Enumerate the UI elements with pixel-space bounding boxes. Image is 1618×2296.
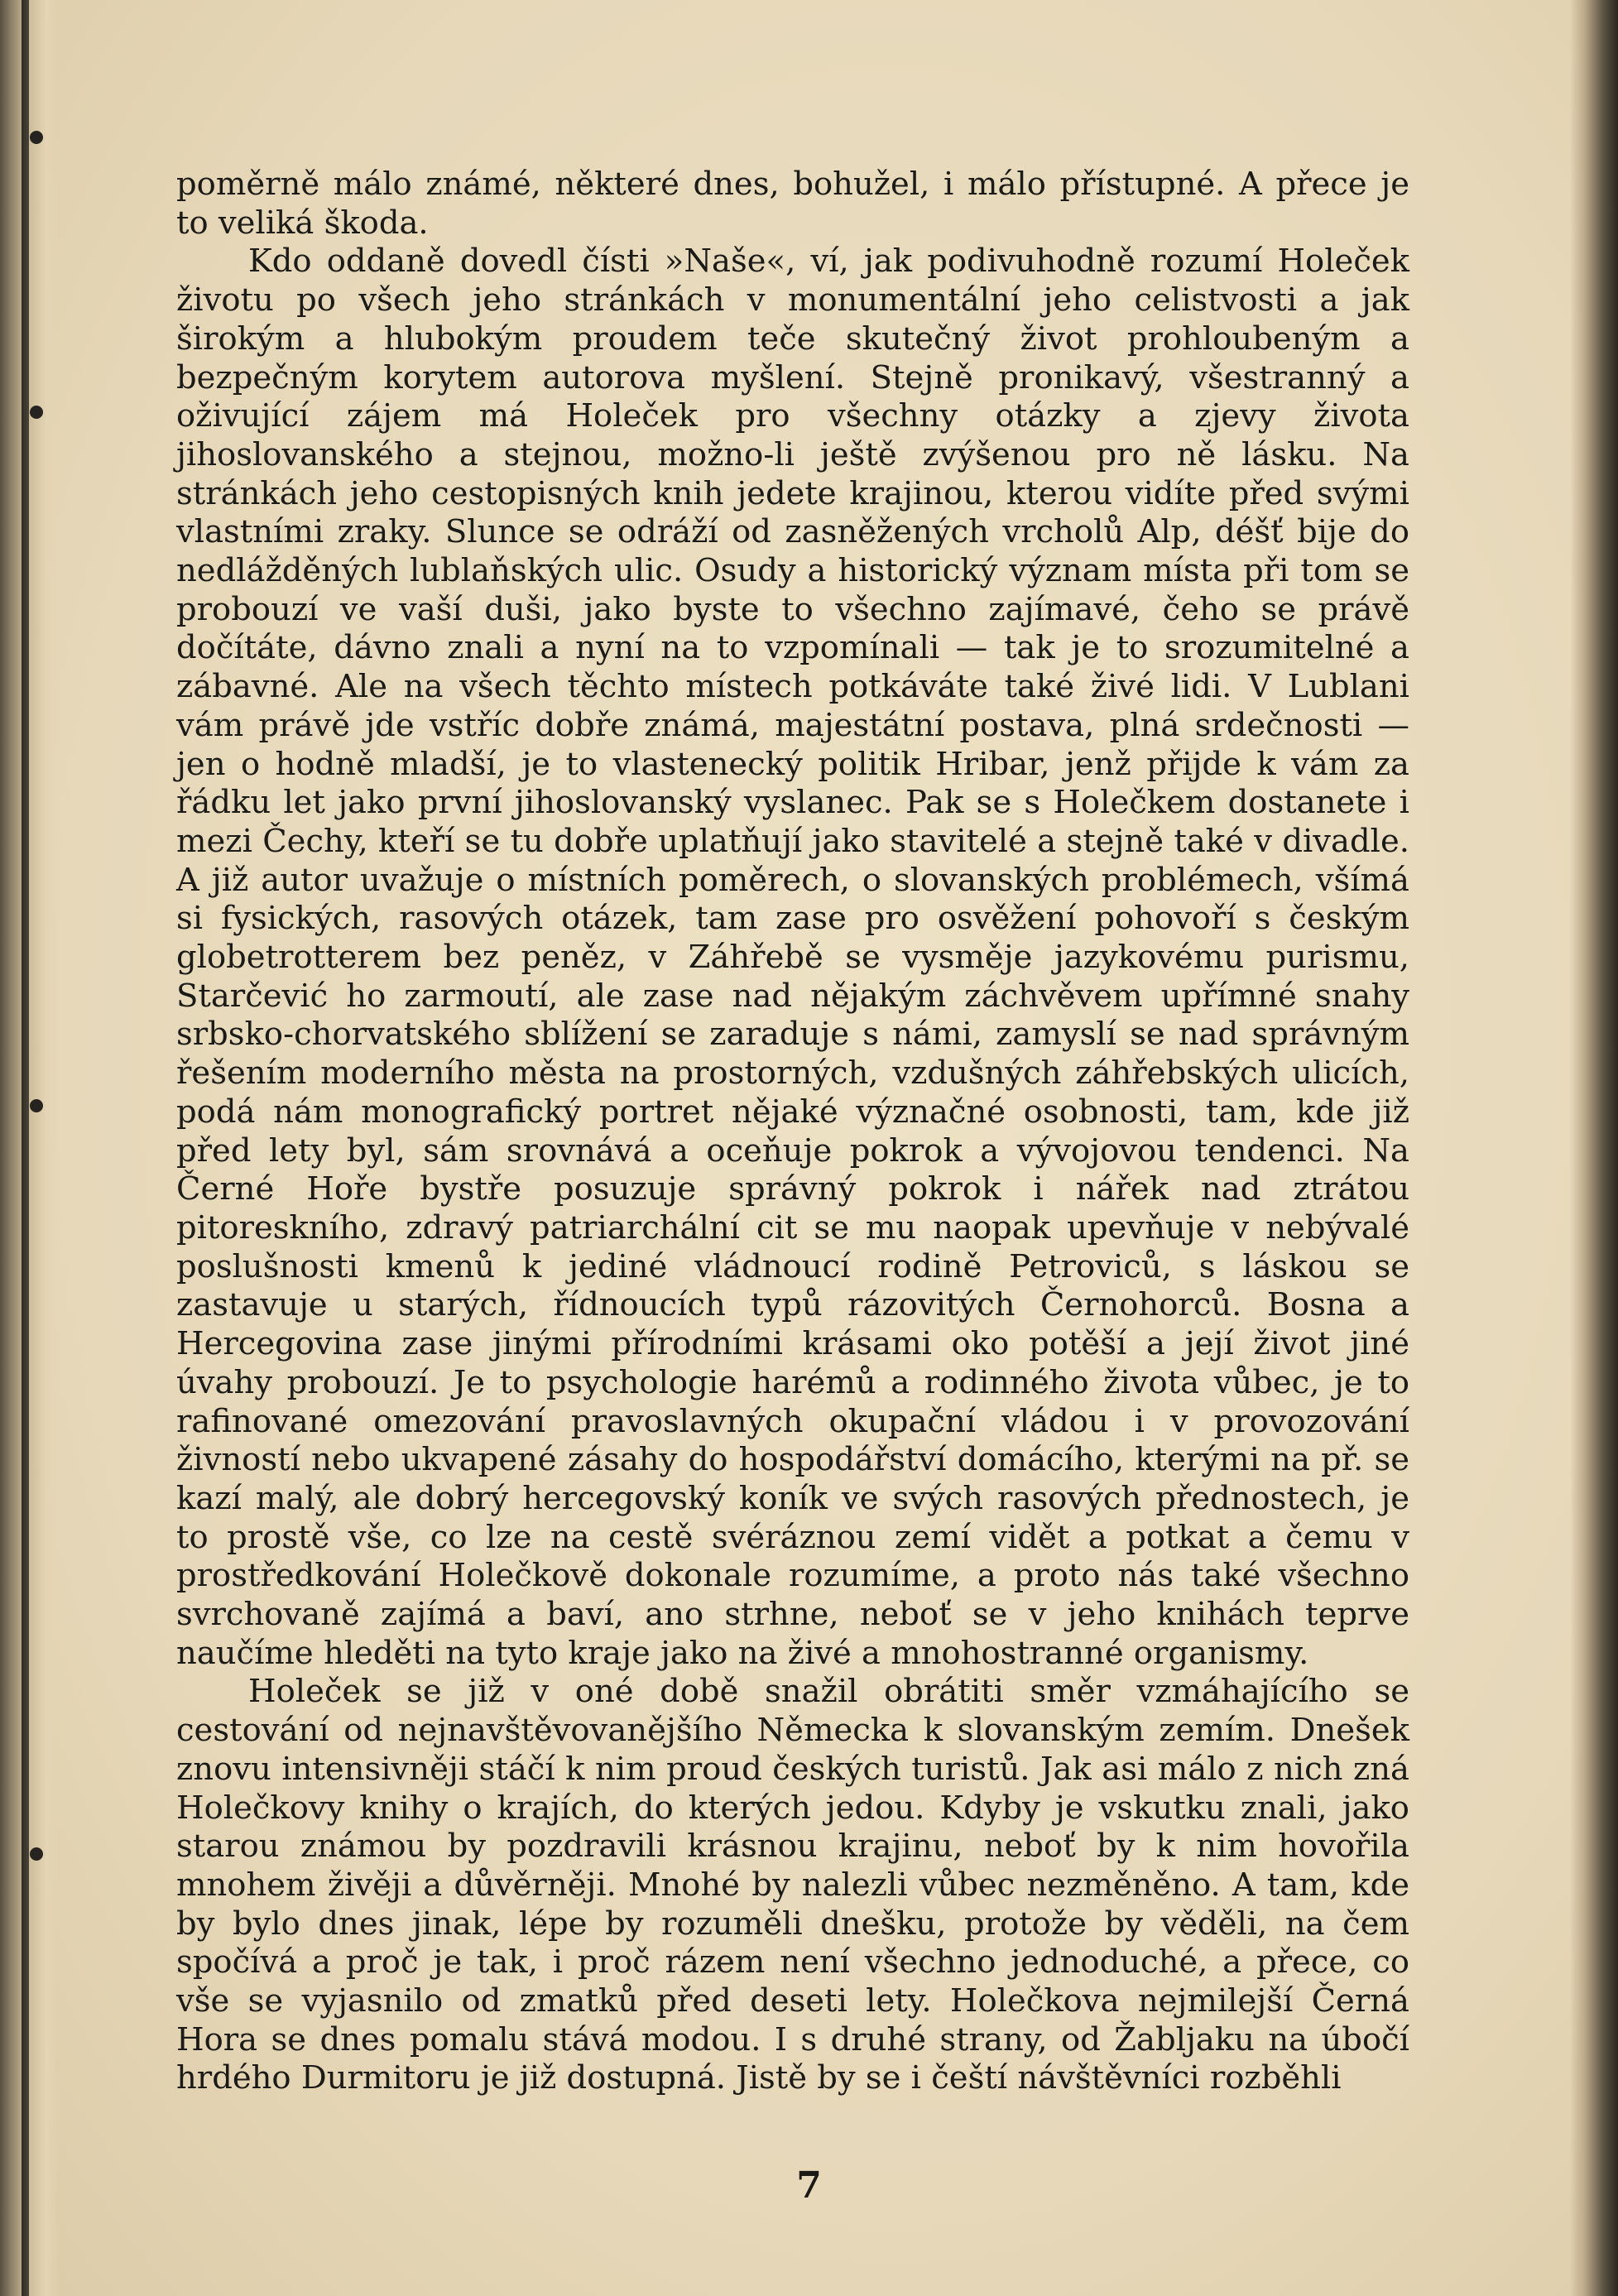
book-spine-shadow: [0, 0, 58, 2296]
body-text: [176, 166, 1409, 2098]
page-number: 7: [796, 2164, 822, 2207]
paragraph: poměrně málo známé, některé dnes, bohužel, i málo přístupné. A přece je to veliká škoda.: [176, 166, 1409, 242]
page-edge-shadow: [1570, 0, 1618, 2296]
paragraph: Kdo oddaně dovedl čísti »Naše«, ví, jak podivuhodně rozumí Holeček životu po všech jeho stránkách v monumentální jeho celistvosti a jak širokým a hlubokým proudem teče skutečný život prohloubeným a bezpečným korytem autorova myšlení. Stejně pronikavý, všestranný a oživující zájem má Holeček pro všechny otázky a zjevy života jihoslovanského a stejnou, možno-li ještě zvýšenou pro ně lásku. Na stránkách jeho cestopisných knih jedete krajinou, kterou vidíte před svými vlastními zraky. Slunce se odráží od zasněžených vrcholů Alp, déšť bije do nedlážděných lublaňských ulic. Osudy a historický význam místa při tom se probouzí ve vaší duši, jako byste to všechno zajímavé, čeho se právě dočítáte, dávno znali a nyní na to vzpomínali — tak je to srozumitelné a zábavné. Ale na všech těchto místech potkáváte také živé lidi. V Lublani vám právě jde vstříc dobře známá, majestátní postava, plná srdečnosti — jen o hodně mladší, je to vlastenecký politik Hribar, jenž přijde k vám za řádku let jako první jihoslovanský vyslanec. Pak se s Holečkem dostanete i mezi Čechy, kteří se tu dobře uplatňují jako stavitelé a stejně také v divadle. A již autor uvažuje o místních poměrech, o slovanských problémech, všímá si fysických, rasových otázek, tam zase pro osvěžení pohovoří s českým globetrotterem bez peněz, v Záhřebě se vysměje jazykovému purismu, Starčević ho zarmoutí, ale zase nad nějakým záchvěvem upřímné snahy srbsko-chorvatského sblížení se zaraduje s námi, zamyslí se nad správným řešením moderního města na prostorných, vzdušných záhřebských ulicích, podá nám monografický portret nějaké význačné osobnosti, tam, kde již před lety byl, sám srovnává a oceňuje pokrok a vývojovou tendenci. Na Černé Hoře bystře posuzuje správný pokrok i nářek nad ztrátou pitoreskního, zdravý patriarchální cit se mu naopak upevňuje v nebývalé poslušnosti kmenů k jediné vládnoucí rodině Petroviců, s láskou se zastavuje u starých, řídnoucích typů rázovitých Černohorců. Bosna a Hercegovina zase jinými přírodními krásami oko potěší a její život jiné úvahy probouzí. Je to psychologie harémů a rodinného života vůbec, je to rafinované omezování pravoslavných okupační vládou i v provozování živností nebo ukvapené zásahy do hospodářství domácího, kterými na př. se kazí malý, ale dobrý hercegovský koník ve svých rasových přednostech, je to prostě vše, co lze na cestě svéráznou zemí vidět a potkat a čemu v prostředkování Holečkově dokonale rozumíme, a proto nás také všechno svrchovaně zajímá a baví, ano strhne, neboť se v jeho knihách teprve naučíme hleděti na tyto kraje jako na živé a mnohostranné organismy.: [176, 243, 1409, 1672]
binding-mark: [30, 406, 43, 419]
binding-edge: [22, 0, 29, 2296]
binding-mark: [30, 1847, 43, 1861]
binding-mark: [30, 1099, 43, 1112]
binding-mark: [30, 131, 43, 144]
paragraph: Holeček se již v oné době snažil obrátiti směr vzmáhajícího se cestování od nejnavštěvovanějšího Německa k slovanským zemím. Dnešek znovu intensivněji stáčí k nim proud českých turistů. Jak asi málo z nich zná Holečkovy knihy o krajích, do kterých jedou. Kdyby je vskutku znali, jako starou známou by pozdravili krásnou krajinu, neboť by k nim hovořila mnohem živěji a důvěrněji. Mnohé by nalezli vůbec nezměněno. A tam, kde by bylo dnes jinak, lépe by rozuměli dnešku, protože by věděli, na čem spočívá a proč je tak, i proč rázem není všechno jednoduché, a přece, co vše se vyjasnilo od zmatků před deseti lety. Holečkova nejmilejší Černá Hora se dnes pomalu stává modou. I s druhé strany, od Žabljaku na úbočí hrdého Durmitoru je již dostupná. Jistě by se i čeští návštěvníci rozběhli: [176, 1673, 1409, 2097]
